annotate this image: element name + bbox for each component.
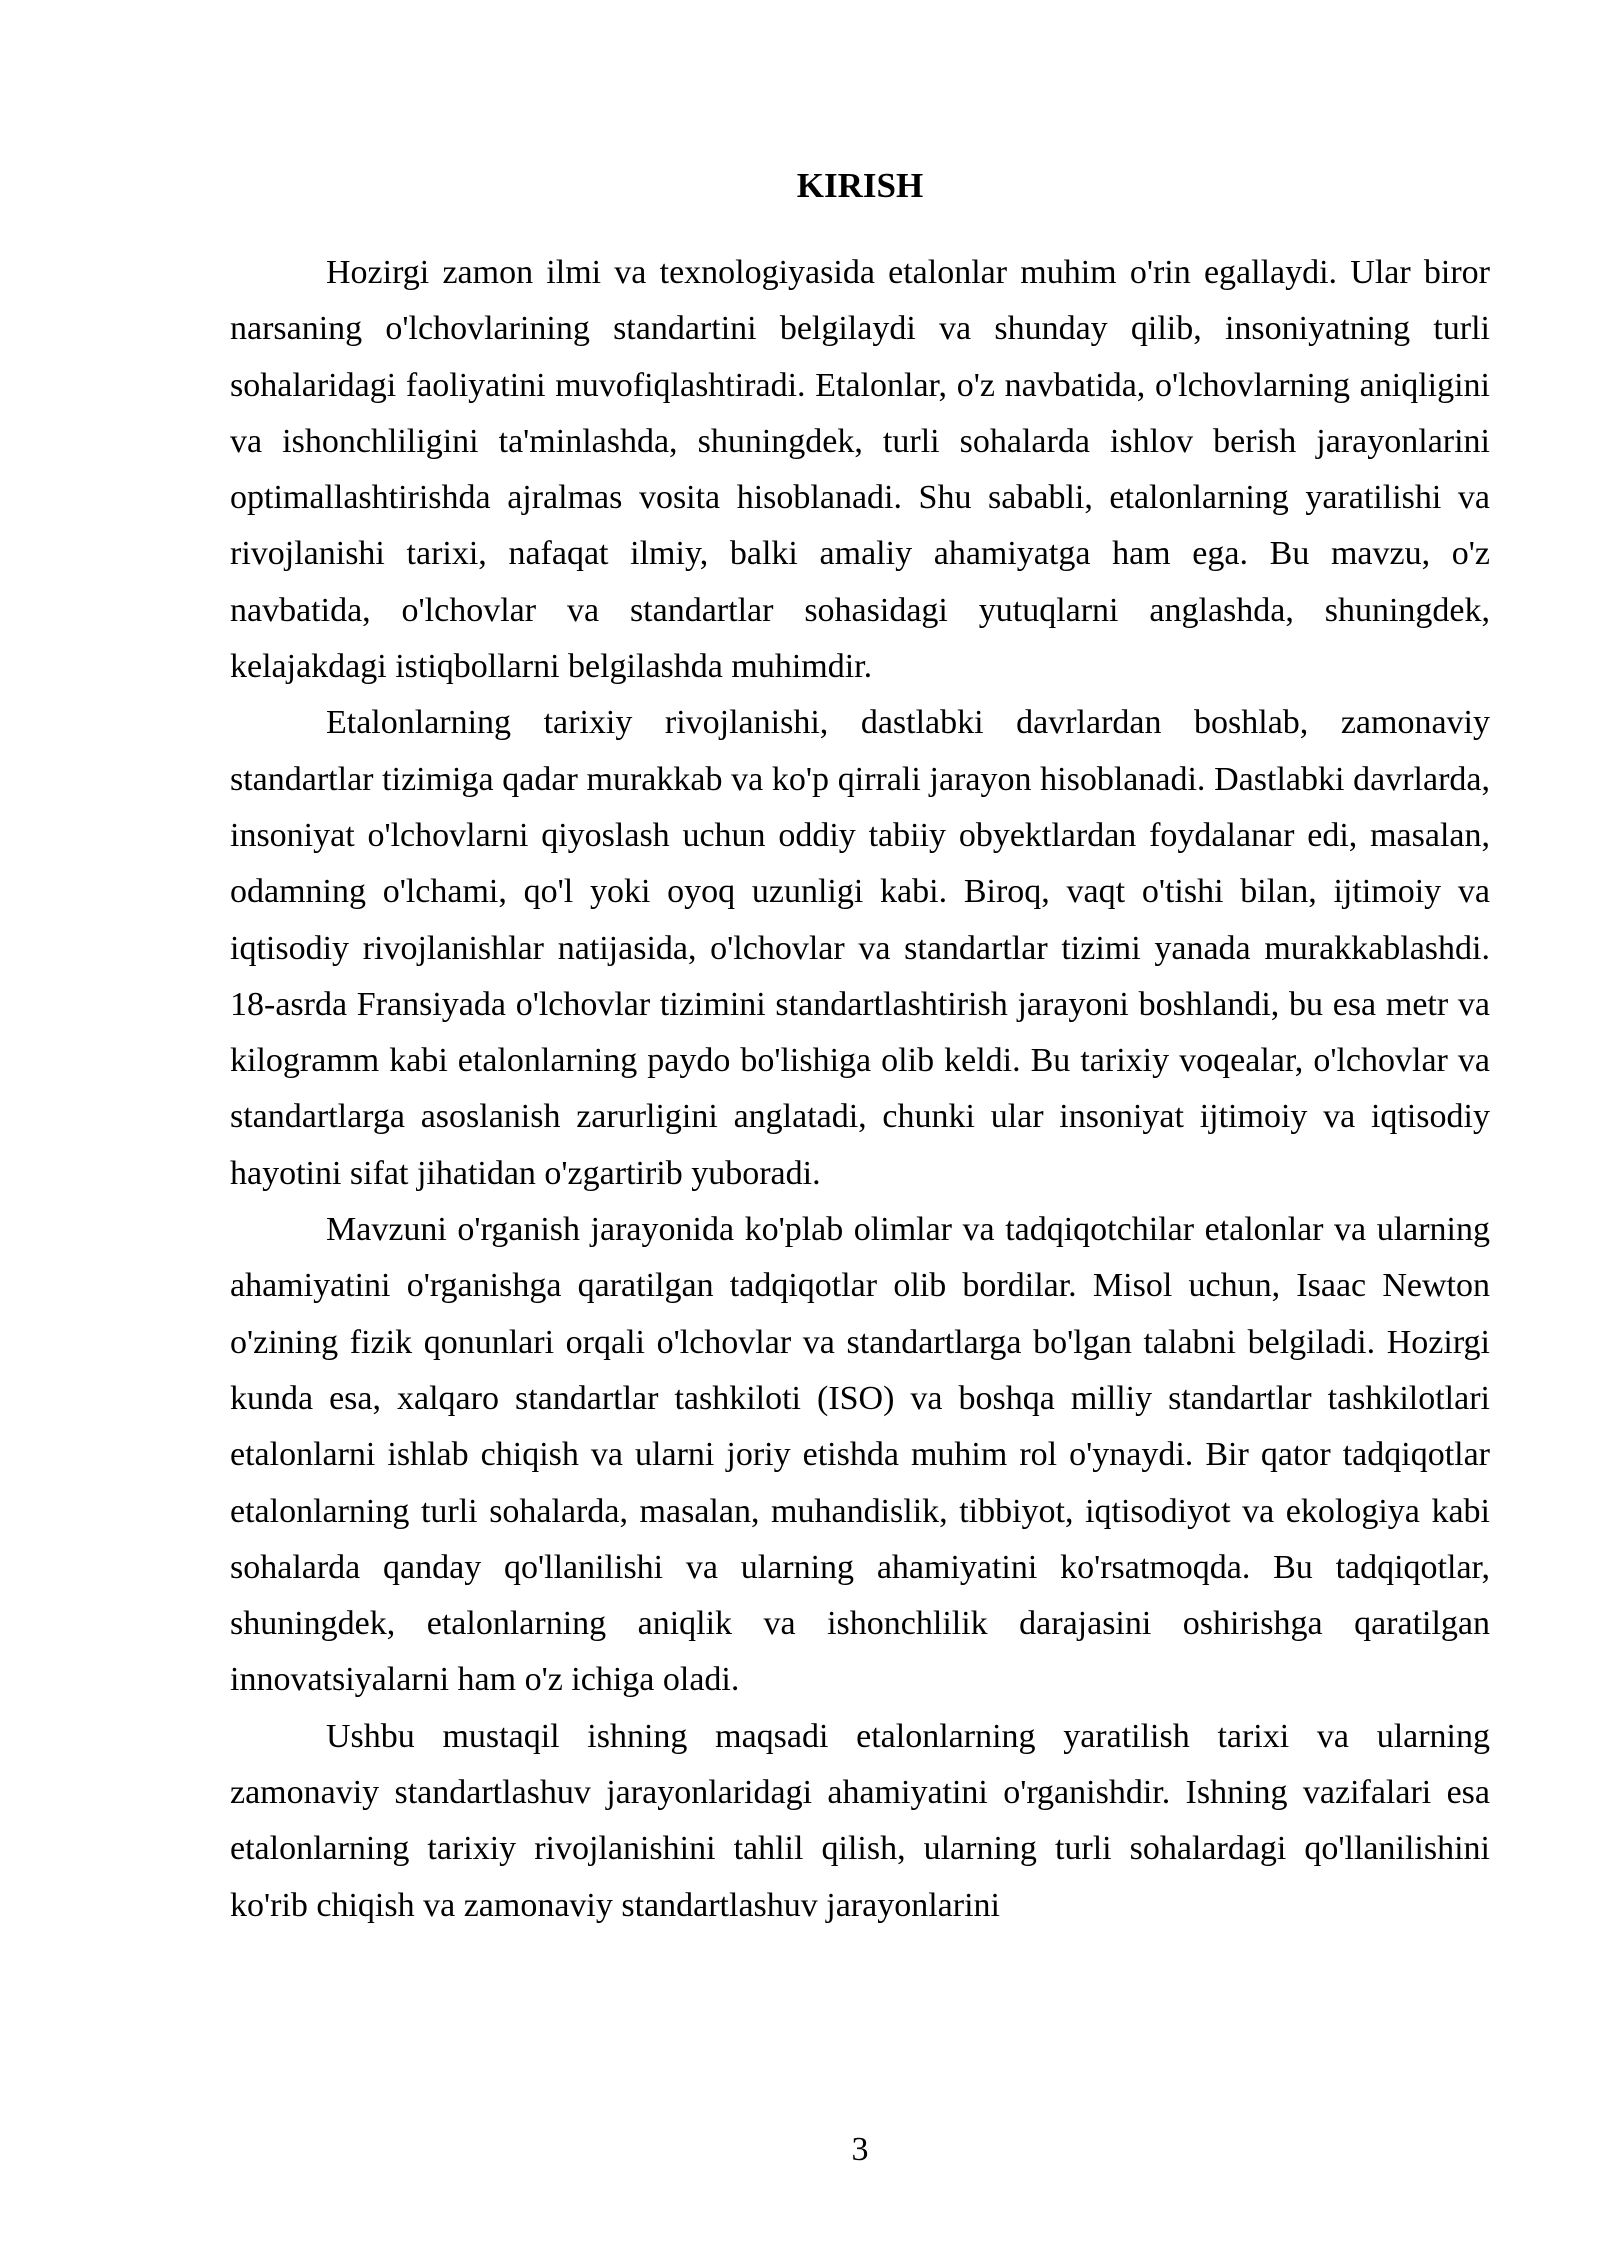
paragraph-1: Hozirgi zamon ilmi va texnologiyasida etalonlar muhim o'rin egallaydi. Ular biror narsaning o'lchovlarining standartini belgilaydi va shunday qilib, insoniyatning turli sohalaridagi faoliyatini muvofiqlashtiradi. Etalonlar, o'z navbatida, o'lchovlarning aniqligini va ishonchliligini ta'minlashda, shuningdek, turli sohalarda ishlov berish jarayonlarini optimallashtirishda ajralmas vosita hisoblanadi. Shu sababli, etalonlarning yaratilishi va rivojlanishi tarixi, nafaqat ilmiy, balki amaliy ahamiyatga ham ega. Bu mavzu, o'z navbatida, o'lchovlar va standartlar sohasidagi yutuqlarni anglashda, shuningdek, kelajakdagi istiqbollarni belgilashda muhimdir. [230,254,1490,686]
paragraph-2: Etalonlarning tarixiy rivojlanishi, dastlabki davrlardan boshlab, zamonaviy standartlar tizimiga qadar murakkab va ko'p qirrali jarayon hisoblanadi. Dastlabki davrlarda, insoniyat o'lchovlarni qiyoslash uchun oddiy tabiiy obyektlardan foydalanar edi, masalan, odamning o'lchami, qo'l yoki oyoq uzunligi kabi. Biroq, vaqt o'tishi bilan, ijtimoiy va iqtisodiy rivojlanishlar natijasida, o'lchovlar va standartlar tizimi yanada murakkablashdi. 18-asrda Fransiyada o'lchovlar tizimini standartlashtirish jarayoni boshlandi, bu esa metr va kilogramm kabi etalonlarning paydo bo'lishiga olib keldi. Bu tarixiy voqealar, o'lchovlar va standartlarga asoslanish zarurligini anglatadi, chunki ular insoniyat ijtimoiy va iqtisodiy hayotini sifat jihatidan o'zgartirib yuboradi. [230,704,1490,1192]
page-number: 3 [851,2131,869,2168]
section-heading: KIRISH [796,166,924,205]
paragraph-4: Ushbu mustaqil ishning maqsadi etalonlarning yaratilish tarixi va ularning zamonaviy standartlashuv jarayonlaridagi ahamiyatini o'rganishdir. Ishning vazifalari esa etalonlarning tarixiy rivojlanishini tahlil qilish, ularning turli sohalardagi qo'llanilishini ko'rib chiqish va zamonaviy standartlashuv jarayonlarini [230,1717,1490,1924]
body-text [230,245,1490,1934]
paragraph-3: Mavzuni o'rganish jarayonida ko'plab olimlar va tadqiqotchilar etalonlar va ularning ahamiyatini o'rganishga qaratilgan tadqiqotlar olib bordilar. Misol uchun, Isaac Newton o'zining fizik qonunlari orqali o'lchovlar va standartlarga bo'lgan talabni belgiladi. Hozirgi kunda esa, xalqaro standartlar tashkiloti (ISO) va boshqa milliy standartlar tashkilotlari etalonlarni ishlab chiqish va ularni joriy etishda muhim rol o'ynaydi. Bir qator tadqiqotlar etalonlarning turli sohalarda, masalan, muhandislik, tibbiyot, iqtisodiyot va ekologiya kabi sohalarda qanday qo'llanilishi va ularning ahamiyatini ko'rsatmoqda. Bu tadqiqotlar, shuningdek, etalonlarning aniqlik va ishonchlilik darajasini oshirishga qaratilgan innovatsiyalarni ham o'z ichiga oladi. [230,1211,1490,1699]
